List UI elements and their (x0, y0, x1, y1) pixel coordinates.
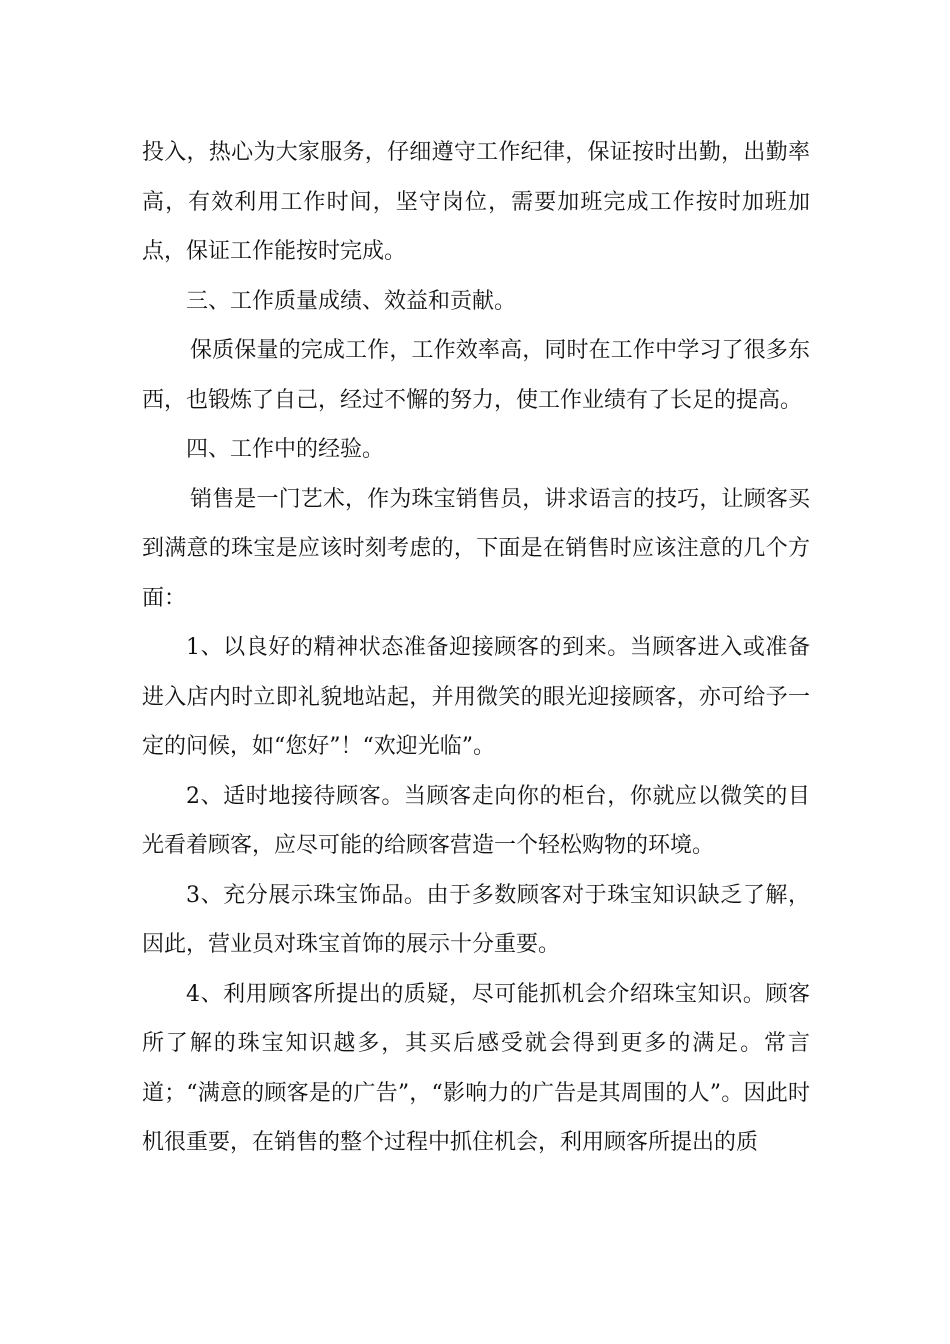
body-paragraph: 销售是一门艺术，作为珠宝销售员，讲求语言的技巧，让顾客买到满意的珠宝是应该时刻考虑的，下面是在销售时应该注意的几个方面： (142, 486, 810, 611)
document-body (142, 128, 810, 1168)
list-item-1: 1、以良好的精神状态准备迎接顾客的到来。当顾客进入或准备进入店内时立即礼貌地站起，并用微笑的眼光迎接顾客，亦可给予一定的问候，如“您好”！“欢迎光临”。 (142, 635, 810, 759)
body-paragraph: 保质保量的完成工作，工作效率高，同时在工作中学习了很多东西，也锻炼了自己，经过不懈的努力，使工作业绩有了长足的提高。 (142, 338, 810, 413)
list-item-3: 3、充分展示珠宝饰品。由于多数顾客对于珠宝知识缺乏了解，因此，营业员对珠宝首饰的展示十分重要。 (142, 882, 810, 957)
list-item-2: 2、适时地接待顾客。当顾客走向你的柜台，你就应以微笑的目光看着顾客，应尽可能的给顾客营造一个轻松购物的环境。 (142, 783, 810, 858)
body-paragraph: 投入，热心为大家服务，仔细遵守工作纪律，保证按时出勤，出勤率高，有效利用工作时间，坚守岗位，需要加班完成工作按时加班加点，保证工作能按时完成。 (142, 140, 810, 264)
list-item-4: 4、利用顾客所提出的质疑，尽可能抓机会介绍珠宝知识。顾客所了解的珠宝知识越多，其买后感受就会得到更多的满足。常言道；“满意的顾客是的广告”，“影响力的广告是其周围的人”。因此时机很重要，在销售的整个过程中抓住机会，利用顾客所提出的质 (142, 981, 810, 1155)
section-heading-4: 四、工作中的经验。 (186, 437, 385, 462)
section-heading-3: 三、工作质量成绩、效益和贡献。 (186, 288, 517, 314)
